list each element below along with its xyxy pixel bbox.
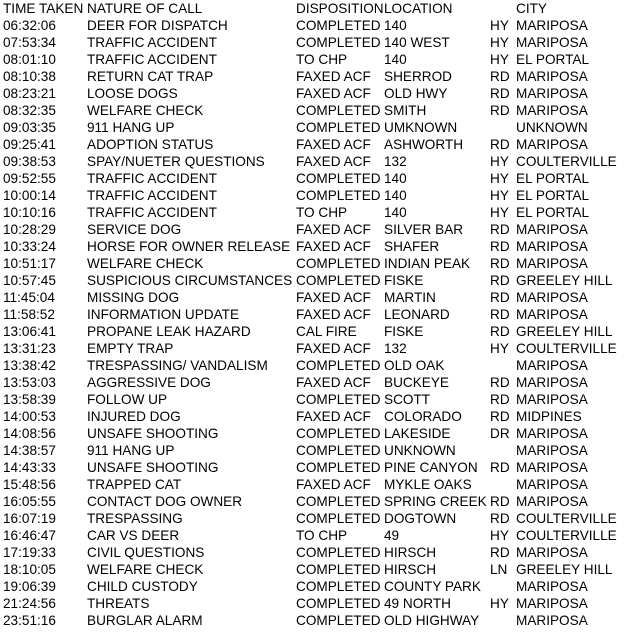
road-suffix-cell: RD: [490, 324, 510, 339]
table-row: [0, 408, 632, 425]
road-suffix-cell: RD: [490, 409, 510, 424]
city-cell: MARIPOSA: [516, 307, 588, 322]
location-cell: 140 WEST: [384, 35, 450, 50]
road-suffix-cell: HY: [490, 596, 509, 611]
city-cell: MARIPOSA: [516, 613, 588, 628]
table-row: [0, 476, 632, 493]
road-suffix-cell: RD: [490, 273, 510, 288]
table-row: [0, 102, 632, 119]
time-cell: 14:38:57: [3, 443, 56, 458]
location-cell: FISKE: [384, 273, 424, 288]
disposition-cell: COMPLETED: [296, 103, 381, 118]
road-suffix-cell: LN: [490, 562, 508, 577]
table-row: [0, 544, 632, 561]
disposition-cell: COMPLETED: [296, 35, 381, 50]
city-cell: MARIPOSA: [516, 86, 588, 101]
road-suffix-cell: HY: [490, 341, 509, 356]
table-row: [0, 85, 632, 102]
disposition-cell: TO CHP: [296, 205, 348, 220]
city-cell: MARIPOSA: [516, 426, 588, 441]
location-cell: 140: [384, 205, 407, 220]
nature-cell: TRAFFIC ACCIDENT: [87, 35, 217, 50]
city-cell: MARIPOSA: [516, 494, 588, 509]
time-cell: 19:06:39: [3, 579, 56, 594]
nature-cell: TRESPASSING: [87, 511, 183, 526]
time-cell: 18:10:05: [3, 562, 56, 577]
disposition-cell: COMPLETED: [296, 18, 381, 33]
table-row: [0, 527, 632, 544]
city-cell: MARIPOSA: [516, 545, 588, 560]
location-cell: INDIAN PEAK: [384, 256, 471, 271]
nature-cell: TRAFFIC ACCIDENT: [87, 188, 217, 203]
city-cell: EL PORTAL: [516, 171, 590, 186]
disposition-cell: FAXED ACF: [296, 375, 371, 390]
table-row: [0, 17, 632, 34]
disposition-cell: FAXED ACF: [296, 86, 371, 101]
header-disposition: DISPOSITION: [296, 1, 384, 16]
table-row: [0, 272, 632, 289]
nature-cell: EMPTY TRAP: [87, 341, 174, 356]
disposition-cell: FAXED ACF: [296, 409, 371, 424]
disposition-cell: COMPLETED: [296, 545, 381, 560]
nature-cell: PROPANE LEAK HAZARD: [87, 324, 251, 339]
table-row: [0, 34, 632, 51]
road-suffix-cell: RD: [490, 86, 510, 101]
location-cell: 140: [384, 188, 407, 203]
location-cell: LEONARD: [384, 307, 450, 322]
city-cell: MIDPINES: [516, 409, 582, 424]
city-cell: GREELEY HILL: [516, 273, 613, 288]
table-row: [0, 306, 632, 323]
header-location: LOCATION: [384, 1, 453, 16]
location-cell: HIRSCH: [384, 545, 437, 560]
road-suffix-cell: HY: [490, 171, 509, 186]
time-cell: 10:51:17: [3, 256, 56, 271]
road-suffix-cell: RD: [490, 137, 510, 152]
disposition-cell: COMPLETED: [296, 120, 381, 135]
road-suffix-cell: HY: [490, 188, 509, 203]
location-cell: OLD HWY: [384, 86, 448, 101]
city-cell: MARIPOSA: [516, 256, 588, 271]
nature-cell: 911 HANG UP: [87, 120, 175, 135]
road-suffix-cell: RD: [490, 69, 510, 84]
disposition-cell: COMPLETED: [296, 392, 381, 407]
table-row: [0, 442, 632, 459]
disposition-cell: FAXED ACF: [296, 307, 371, 322]
location-cell: 49: [384, 528, 400, 543]
time-cell: 09:52:55: [3, 171, 56, 186]
table-row: [0, 187, 632, 204]
location-cell: SCOTT: [384, 392, 431, 407]
nature-cell: CHILD CUSTODY: [87, 579, 198, 594]
nature-cell: CAR VS DEER: [87, 528, 180, 543]
road-suffix-cell: RD: [490, 545, 510, 560]
table-row: [0, 578, 632, 595]
time-cell: 13:58:39: [3, 392, 56, 407]
road-suffix-cell: RD: [490, 239, 510, 254]
table-row: [0, 289, 632, 306]
road-suffix-cell: HY: [490, 528, 509, 543]
disposition-cell: FAXED ACF: [296, 154, 371, 169]
nature-cell: THREATS: [87, 596, 150, 611]
disposition-cell: TO CHP: [296, 52, 348, 67]
disposition-cell: COMPLETED: [296, 511, 381, 526]
table-row: [0, 170, 632, 187]
time-cell: 16:05:55: [3, 494, 56, 509]
disposition-cell: COMPLETED: [296, 358, 381, 373]
road-suffix-cell: RD: [490, 307, 510, 322]
nature-cell: WELFARE CHECK: [87, 256, 204, 271]
time-cell: 13:06:41: [3, 324, 56, 339]
road-suffix-cell: HY: [490, 205, 509, 220]
nature-cell: RETURN CAT TRAP: [87, 69, 214, 84]
city-cell: COULTERVILLE: [516, 154, 617, 169]
road-suffix-cell: RD: [490, 460, 510, 475]
header-row: [0, 0, 632, 17]
city-cell: MARIPOSA: [516, 69, 588, 84]
city-cell: EL PORTAL: [516, 205, 590, 220]
header-city: CITY: [516, 1, 547, 16]
nature-cell: INFORMATION UPDATE: [87, 307, 240, 322]
city-cell: UNKNOWN: [516, 120, 588, 135]
table-row: [0, 255, 632, 272]
city-cell: COULTERVILLE: [516, 341, 617, 356]
time-cell: 08:10:38: [3, 69, 56, 84]
time-cell: 10:57:45: [3, 273, 56, 288]
nature-cell: TRAPPED CAT: [87, 477, 182, 492]
table-row: [0, 510, 632, 527]
table-row: [0, 561, 632, 578]
city-cell: MARIPOSA: [516, 222, 588, 237]
nature-cell: BURGLAR ALARM: [87, 613, 203, 628]
nature-cell: MISSING DOG: [87, 290, 180, 305]
location-cell: ASHWORTH: [384, 137, 464, 152]
nature-cell: SUSPICIOUS CIRCUMSTANCES: [87, 273, 293, 288]
time-cell: 16:46:47: [3, 528, 56, 543]
disposition-cell: TO CHP: [296, 528, 348, 543]
disposition-cell: FAXED ACF: [296, 137, 371, 152]
time-cell: 09:03:35: [3, 120, 56, 135]
disposition-cell: COMPLETED: [296, 256, 381, 271]
road-suffix-cell: RD: [490, 222, 510, 237]
table-row: [0, 357, 632, 374]
location-cell: DOGTOWN: [384, 511, 457, 526]
road-suffix-cell: HY: [490, 18, 509, 33]
table-row: [0, 136, 632, 153]
city-cell: MARIPOSA: [516, 18, 588, 33]
table-row: [0, 153, 632, 170]
table-row: [0, 425, 632, 442]
location-cell: COLORADO: [384, 409, 462, 424]
road-suffix-cell: RD: [490, 392, 510, 407]
time-cell: 14:43:33: [3, 460, 56, 475]
location-cell: UNKNOWN: [384, 443, 456, 458]
road-suffix-cell: HY: [490, 154, 509, 169]
disposition-cell: COMPLETED: [296, 188, 381, 203]
nature-cell: TRESPASSING/ VANDALISM: [87, 358, 268, 373]
city-cell: COULTERVILLE: [516, 528, 617, 543]
table-row: [0, 374, 632, 391]
road-suffix-cell: RD: [490, 375, 510, 390]
time-cell: 14:08:56: [3, 426, 56, 441]
city-cell: MARIPOSA: [516, 103, 588, 118]
road-suffix-cell: RD: [490, 290, 510, 305]
table-row: [0, 493, 632, 510]
location-cell: SHAFER: [384, 239, 440, 254]
time-cell: 15:48:56: [3, 477, 56, 492]
disposition-cell: COMPLETED: [296, 596, 381, 611]
time-cell: 08:01:10: [3, 52, 56, 67]
disposition-cell: CAL FIRE: [296, 324, 357, 339]
city-cell: MARIPOSA: [516, 477, 588, 492]
nature-cell: CONTACT DOG OWNER: [87, 494, 243, 509]
road-suffix-cell: RD: [490, 256, 510, 271]
location-cell: 140: [384, 171, 407, 186]
location-cell: 132: [384, 154, 407, 169]
location-cell: SMITH: [384, 103, 427, 118]
road-suffix-cell: DR: [490, 426, 510, 441]
road-suffix-cell: RD: [490, 103, 510, 118]
time-cell: 14:00:53: [3, 409, 56, 424]
location-cell: UMKNOWN: [384, 120, 458, 135]
time-cell: 11:58:52: [3, 307, 55, 322]
location-cell: COUNTY PARK: [384, 579, 481, 594]
city-cell: MARIPOSA: [516, 375, 588, 390]
city-cell: GREELEY HILL: [516, 562, 613, 577]
time-cell: 09:25:41: [3, 137, 56, 152]
location-cell: HIRSCH: [384, 562, 437, 577]
road-suffix-cell: RD: [490, 511, 510, 526]
time-cell: 23:51:16: [3, 613, 56, 628]
nature-cell: WELFARE CHECK: [87, 103, 204, 118]
nature-cell: HORSE FOR OWNER RELEASE: [87, 239, 291, 254]
time-cell: 08:32:35: [3, 103, 56, 118]
nature-cell: AGGRESSIVE DOG: [87, 375, 211, 390]
nature-cell: SERVICE DOG: [87, 222, 182, 237]
nature-cell: FOLLOW UP: [87, 392, 168, 407]
city-cell: MARIPOSA: [516, 290, 588, 305]
city-cell: COULTERVILLE: [516, 511, 617, 526]
table-row: [0, 391, 632, 408]
road-suffix-cell: HY: [490, 35, 509, 50]
disposition-cell: COMPLETED: [296, 426, 381, 441]
time-cell: 10:28:29: [3, 222, 56, 237]
time-cell: 10:33:24: [3, 239, 56, 254]
nature-cell: TRAFFIC ACCIDENT: [87, 171, 217, 186]
time-cell: 06:32:06: [3, 18, 56, 33]
disposition-cell: FAXED ACF: [296, 69, 371, 84]
time-cell: 16:07:19: [3, 511, 56, 526]
nature-cell: INJURED DOG: [87, 409, 181, 424]
location-cell: OLD OAK: [384, 358, 445, 373]
nature-cell: DEER FOR DISPATCH: [87, 18, 228, 33]
disposition-cell: COMPLETED: [296, 562, 381, 577]
location-cell: 49 NORTH: [384, 596, 451, 611]
city-cell: MARIPOSA: [516, 392, 588, 407]
disposition-cell: COMPLETED: [296, 443, 381, 458]
header-nature: NATURE OF CALL: [87, 1, 203, 16]
location-cell: MYKLE OAKS: [384, 477, 472, 492]
city-cell: MARIPOSA: [516, 35, 588, 50]
location-cell: MARTIN: [384, 290, 436, 305]
time-cell: 13:31:23: [3, 341, 56, 356]
location-cell: 140: [384, 52, 407, 67]
table-row: [0, 119, 632, 136]
table-row: [0, 340, 632, 357]
location-cell: LAKESIDE: [384, 426, 451, 441]
table-row: [0, 51, 632, 68]
nature-cell: LOOSE DOGS: [87, 86, 178, 101]
disposition-cell: COMPLETED: [296, 273, 381, 288]
disposition-cell: FAXED ACF: [296, 341, 371, 356]
nature-cell: TRAFFIC ACCIDENT: [87, 205, 217, 220]
time-cell: 10:00:14: [3, 188, 56, 203]
nature-cell: UNSAFE SHOOTING: [87, 426, 219, 441]
table-row: [0, 612, 632, 629]
nature-cell: SPAY/NUETER QUESTIONS: [87, 154, 265, 169]
city-cell: MARIPOSA: [516, 443, 588, 458]
location-cell: SHERROD: [384, 69, 452, 84]
disposition-cell: FAXED ACF: [296, 239, 371, 254]
city-cell: MARIPOSA: [516, 579, 588, 594]
disposition-cell: FAXED ACF: [296, 222, 371, 237]
city-cell: MARIPOSA: [516, 596, 588, 611]
city-cell: MARIPOSA: [516, 358, 588, 373]
table-row: [0, 323, 632, 340]
table-row: [0, 595, 632, 612]
time-cell: 07:53:34: [3, 35, 56, 50]
road-suffix-cell: HY: [490, 52, 509, 67]
location-cell: PINE CANYON: [384, 460, 478, 475]
time-cell: 11:45:04: [3, 290, 55, 305]
city-cell: GREELEY HILL: [516, 324, 613, 339]
table-row: [0, 459, 632, 476]
city-cell: EL PORTAL: [516, 52, 590, 67]
time-cell: 21:24:56: [3, 596, 56, 611]
location-cell: SILVER BAR: [384, 222, 464, 237]
disposition-cell: FAXED ACF: [296, 290, 371, 305]
time-cell: 09:38:53: [3, 154, 56, 169]
table-row: [0, 204, 632, 221]
location-cell: 132: [384, 341, 407, 356]
header-time: TIME TAKEN: [3, 1, 84, 16]
nature-cell: 911 HANG UP: [87, 443, 175, 458]
table-row: [0, 68, 632, 85]
city-cell: MARIPOSA: [516, 460, 588, 475]
disposition-cell: FAXED ACF: [296, 477, 371, 492]
time-cell: 13:38:42: [3, 358, 56, 373]
time-cell: 17:19:33: [3, 545, 56, 560]
road-suffix-cell: RD: [490, 494, 510, 509]
nature-cell: CIVIL QUESTIONS: [87, 545, 205, 560]
city-cell: MARIPOSA: [516, 239, 588, 254]
nature-cell: ADOPTION STATUS: [87, 137, 214, 152]
disposition-cell: COMPLETED: [296, 613, 381, 628]
nature-cell: UNSAFE SHOOTING: [87, 460, 219, 475]
location-cell: OLD HIGHWAY: [384, 613, 480, 628]
time-cell: 08:23:21: [3, 86, 56, 101]
location-cell: BUCKEYE: [384, 375, 449, 390]
disposition-cell: COMPLETED: [296, 579, 381, 594]
table-row: [0, 221, 632, 238]
city-cell: EL PORTAL: [516, 188, 590, 203]
nature-cell: WELFARE CHECK: [87, 562, 204, 577]
disposition-cell: COMPLETED: [296, 494, 381, 509]
disposition-cell: COMPLETED: [296, 171, 381, 186]
location-cell: SPRING CREEK: [384, 494, 487, 509]
location-cell: FISKE: [384, 324, 424, 339]
time-cell: 13:53:03: [3, 375, 56, 390]
disposition-cell: COMPLETED: [296, 460, 381, 475]
table-row: [0, 238, 632, 255]
location-cell: 140: [384, 18, 407, 33]
log-rows: [0, 17, 632, 629]
city-cell: MARIPOSA: [516, 137, 588, 152]
time-cell: 10:10:16: [3, 205, 56, 220]
nature-cell: TRAFFIC ACCIDENT: [87, 52, 217, 67]
